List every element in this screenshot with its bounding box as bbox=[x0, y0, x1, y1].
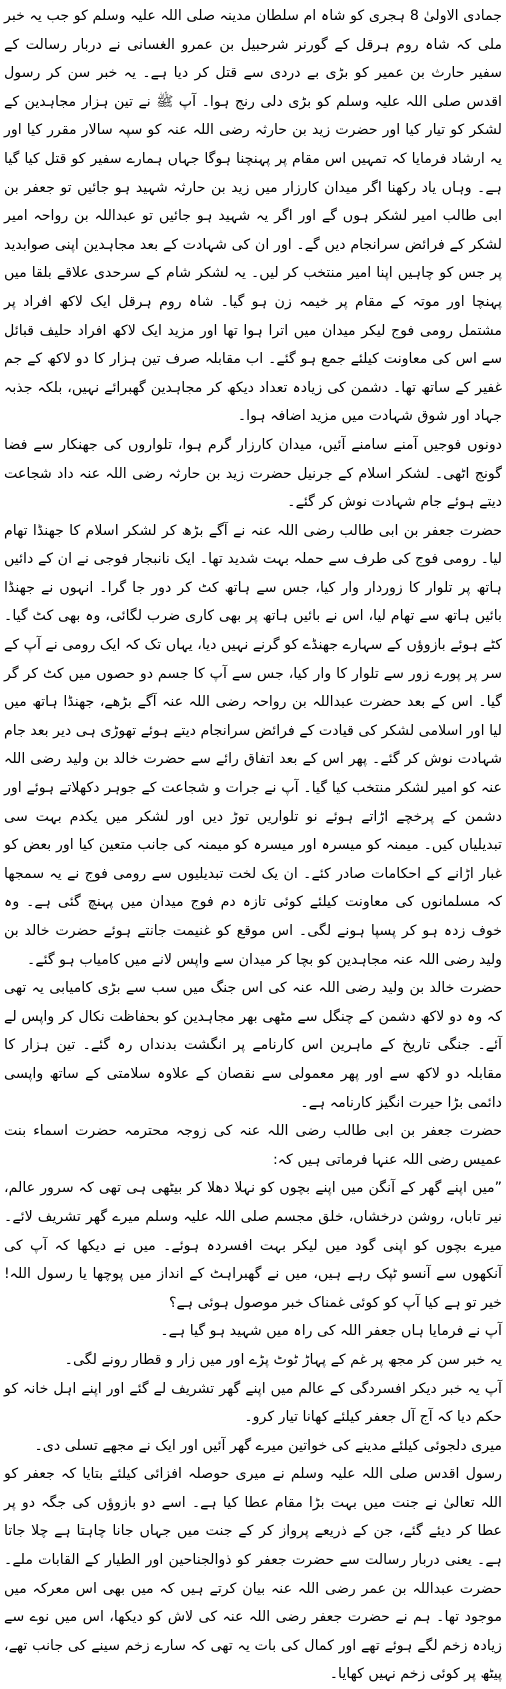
article-body bbox=[4, 2, 502, 1689]
paragraph-grief: یہ خبر سن کر مجھ پر غم کے پہاڑ ٹوٹ پڑے اور میں زار و قطار رونے لگی۔ bbox=[64, 1351, 502, 1368]
paragraph-jafar-martyrdom: حضرت جعفر بن ابی طالب رضی اللہ عنہ نے آگے بڑھ کر لشکر اسلام کا جھنڈا تھام لیا۔ رومی فوج کی طرف سے حملہ بہت شدید تھا۔ ایک نانبجار فوجی نے ان کے دائیں ہاتھ پر تلوار کا زوردار وار کیا، جس سے ہاتھ کٹ کر دور جا گرا۔ انہوں نے جھنڈا بائیں ہاتھ سے تھام لیا، اس نے بائیں ہاتھ پر بھی کاری ضرب لگائی، وہ بھی کٹ گیا۔ کٹے ہوئے بازوؤں کے سہارے جھنڈے کو گرنے نہیں دیا، یہاں تک کہ ایک رومی نے آپ کے سر پر پورے زور سے تلوار کا وار کیا، جس سے آپ کا جسم دو حصوں میں کٹ کر گر گیا۔ اس کے بعد حضرت عبداللہ بن رواحہ رضی اللہ عنہ آگے بڑھے، جھنڈا ہاتھ میں لیا اور اسلامی لشکر کی قیادت کے فرائض سرانجام دیتے ہوئے تھوڑی ہی دیر بعد جام شہادت نوش کر گئے۔ پھر اس کے بعد اتفاق رائے سے حضرت خالد بن ولید رضی اللہ عنہ کو امیر لشکر منتخب کیا گیا۔ آپ نے جرات و شجاعت کے جوہر دکھلاتے ہوئے اور دشمن کے پرخچے اڑاتے ہوئے نو تلواریں توڑ دیں اور لشکر میں یکدم بہت سی تبدیلیاں کیں۔ میمنہ کو میسرہ اور میسرہ کو میمنہ کی جانب متعین کیا اور بعض کو غبار اڑانے کے احکامات صادر کئے۔ ان یک لخت تبدیلیوں سے رومی فوج نے یہ سمجھا کہ مسلمانوں کی معاونت کیلئے کوئی تازہ دم فوج میدان میں پہنچ گئی ہے۔ وہ خوف زدہ ہو کر پسپا ہونے لگی۔ اس موقع کو غنیمت جانتے ہوئے حضرت خالد بن ولید رضی اللہ عنہ مجاہدین کو بچا کر میدان سے واپس لانے میں کامیاب ہو گئے۔ bbox=[4, 522, 502, 968]
paragraph-intro: جمادی الاولیٰ 8 ہجری کو شاہ ام سلطان مدینہ صلی اللہ علیہ وسلم کو جب یہ خبر ملی کہ شاہ روم ہرقل کے گورنر شرحبیل بن عمرو الغسانی نے دربار رسالت کے سفیر حارث بن عمیر کو بڑی بے دردی سے قتل کر دیا ہے۔ یہ خبر سن کر رسول اقدس صلی اللہ علیہ وسلم کو بڑی دلی رنج ہوا۔ آپ ﷺ نے تین ہزار مجاہدین کے لشکر کو تیار کیا اور حضرت زید بن حارثہ رضی اللہ عنہ کو سپہ سالار مقرر کیا اور یہ ارشاد فرمایا کہ تمہیں اس مقام پر پہنچنا ہوگا جہاں ہمارے سفیر کو قتل کیا گیا ہے۔ وہاں یاد رکھنا اگر میدان کارزار میں زید بن حارثہ شہید ہو جائیں تو جعفر بن ابی طالب امیر لشکر ہوں گے اور اگر یہ شہید ہو جائیں تو عبداللہ بن رواحہ امیر لشکر کے فرائض سرانجام دیں گے۔ اور ان کی شہادت کے بعد مجاہدین اپنی صوابدید پر جس کو چاہیں اپنا امیر منتخب کر لیں۔ یہ لشکر شام کے سرحدی علاقے بلقا میں پہنچا اور موتہ کے مقام پر خیمہ زن ہو گیا۔ شاہ روم ہرقل ایک لاکھ افراد پر مشتمل رومی فوج لیکر میدان میں اترا ہوا تھا اور مزید ایک لاکھ افراد حلیف قبائل سے اس کی معاونت کیلئے جمع ہو گئے۔ اب مقابلہ صرف تین ہزار کا دو لاکھ کے جم غفیر کے ساتھ تھا۔ دشمن کی زیادہ تعداد دیکھ کر مجاہدین گھبرائے نہیں، بلکہ جذبہ جہاد اور شوق شہادت میں مزید اضافہ ہوا۔ bbox=[4, 8, 502, 425]
paragraph-asma-quote: ”میں اپنے گھر کے آنگن میں اپنے بچوں کو نہلا دھلا کر بیٹھی ہی تھی کہ سرور عالم، نیر تاباں، روشن درخشاں، خلق مجسم صلی اللہ علیہ وسلم میرے گھر تشریف لائے۔ میرے بچوں کو اپنی گود میں لیکر بہت افسردہ ہوئے۔ میں نے دیکھا کہ آپ کی آنکھوں سے آنسو ٹپک رہے ہیں، میں نے گھبراہٹ کے انداز میں پوچھا یا رسول اللہ! خیر تو ہے کیا آپ کو کوئی غمناک خبر موصول ہوئی ہے؟ bbox=[4, 1180, 502, 1311]
paragraph-jannah-wings: رسول اقدس صلی اللہ علیہ وسلم نے میری حوصلہ افزائی کیلئے بتایا کہ جعفر کو اللہ تعالیٰ نے جنت میں بہت بڑا مقام عطا کیا ہے۔ اسے دو بازوؤں کی جگہ دو پر عطا کر دیئے گئے، جن کے ذریعے پرواز کر کے جنت میں جہاں جانا چاہتا ہے چلا جاتا ہے۔ یعنی دربار رسالت سے حضرت جعفر کو ذوالجناحین اور الطیار کے القابات ملے۔ حضرت عبداللہ بن عمر رضی اللہ عنہ بیان کرتے ہیں کہ میں بھی اس معرکہ میں موجود تھا۔ ہم نے حضرت جعفر رضی اللہ عنہ کی لاش کو دیکھا، اس میں نوے سے زیادہ زخم لگے ہوئے تھے اور کمال کی بات یہ تھی کہ سارے زخم سینے کی جانب تھے، پیٹھ پر کوئی زخم نہیں کھایا۔ bbox=[4, 1466, 502, 1683]
paragraph-khalid-victory: حضرت خالد بن ولید رضی اللہ عنہ کی اس جنگ میں سب سے بڑی کامیابی یہ تھی کہ وہ دو لاکھ دشمن کے چنگل سے مٹھی بھر مجاہدین کو بحفاظت نکال کر واپس لے آئے۔ جنگی تاریخ کے ماہرین اس کارنامے پر انگشت بدنداں رہ گئے۔ تین ہزار کا مقابلہ دو لاکھ سے اور پھر معمولی سے نقصان کے علاوہ سلامتی کے ساتھ واپسی دائمی بڑا حیرت انگیز کارنامہ ہے۔ bbox=[4, 980, 502, 1111]
paragraph-prophet-reply: آپ نے فرمایا ہاں جعفر اللہ کی راہ میں شہید ہو گیا ہے۔ bbox=[160, 1323, 502, 1340]
paragraph-asma-intro: حضرت جعفر بن ابی طالب رضی اللہ عنہ کی زوجہ محترمہ حضرت اسماء بنت عمیس رضی اللہ عنہا فرماتی ہیں کہ: bbox=[4, 1123, 502, 1168]
paragraph-consolation: میری دلجوئی کیلئے مدینے کی خواتین میرے گھر آئیں اور ایک نے مجھے تسلی دی۔ bbox=[34, 1437, 502, 1454]
paragraph-food-order: آپ یہ خبر دیکر افسردگی کے عالم میں اپنے گھر تشریف لے گئے اور اپنے اہل خانہ کو حکم دیا کہ آج آل جعفر کیلئے کھانا تیار کرو۔ bbox=[4, 1380, 502, 1426]
paragraph-battle-start: دونوں فوجیں آمنے سامنے آئیں، میدان کارزار گرم ہوا، تلواروں کی جھنکار سے فضا گونج اٹھی۔ لشکر اسلام کے جرنیل حضرت زید بن حارثہ رضی اللہ عنہ داد شجاعت دیتے ہوئے جام شہادت نوش کر گئے۔ bbox=[4, 436, 502, 511]
